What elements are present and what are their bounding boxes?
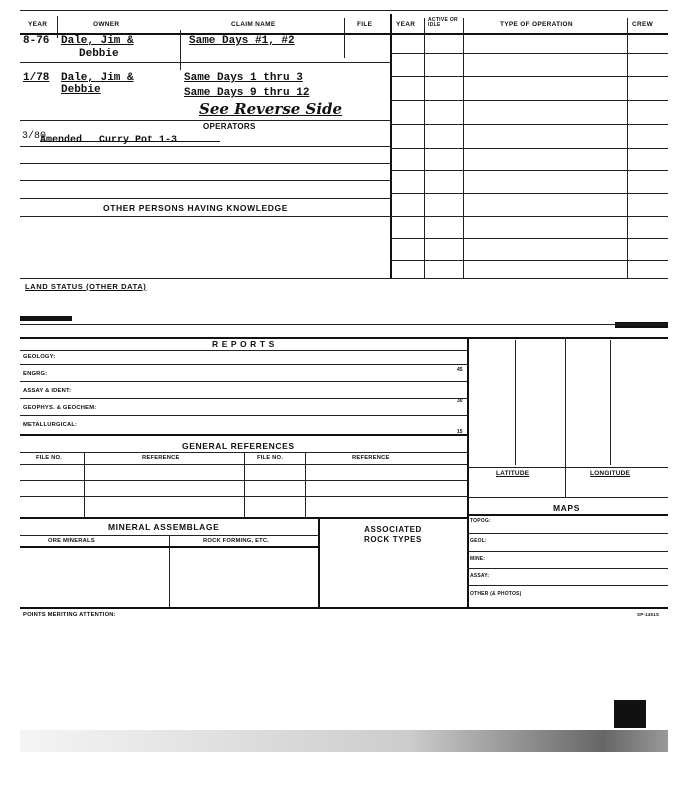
scale-mark-30: 30 [457, 398, 463, 404]
operators-label: OPERATORS [203, 122, 256, 131]
entry-1-year: 8-76 [23, 35, 50, 47]
reports-metallurgical: METALLURGICAL: [23, 422, 78, 428]
header-claim-name: CLAIM NAME [231, 21, 276, 28]
header-crew: CREW [632, 21, 654, 28]
header-file: FILE [357, 21, 373, 28]
header-owner: OWNER [93, 21, 120, 28]
entry-2-claim-line2: Same Days 9 thru 12 [184, 87, 310, 99]
general-references-title: GENERAL REFERENCES [182, 441, 295, 451]
ore-minerals-label: ORE MINERALS [48, 538, 95, 544]
rock-forming-label: ROCK FORMING, ETC. [203, 538, 270, 544]
entry-2-owner-line2: Debbie [61, 84, 101, 96]
amended-date: 3/80 [22, 131, 47, 142]
points-meriting-label: POINTS MERITING ATTENTION: [23, 612, 116, 618]
scan-artifact [20, 730, 668, 752]
reports-assay-ident: ASSAY & IDENT: [23, 388, 72, 394]
header-year-2: YEAR [396, 21, 416, 28]
mineral-assemblage-title: MINERAL ASSEMBLAGE [108, 522, 220, 532]
maps-mine: MINE: [470, 556, 486, 562]
maps-assay: ASSAY: [470, 573, 490, 579]
maps-topog: TOPOG: [470, 518, 491, 524]
land-status-label: LAND STATUS (OTHER DATA) [25, 282, 147, 291]
other-persons-label: OTHER PERSONS HAVING KNOWLEDGE [103, 203, 289, 213]
associated-rock-types-label: ASSOCIATED ROCK TYPES [363, 525, 422, 544]
reports-title: R E P O R T S [212, 339, 275, 349]
gr-file-no-1: FILE NO. [36, 455, 63, 461]
reports-geology: GEOLOGY: [23, 354, 56, 360]
entry-1-owner-line2: Debbie [79, 48, 119, 60]
header-active-idle: ACTIVE OR IDLE [428, 17, 458, 28]
entry-1-owner-line1: Dale, Jim & [61, 35, 134, 47]
signature-note: See Reverse Side [199, 100, 343, 118]
form-number: SP-1451S [637, 612, 660, 617]
scale-mark-45: 45 [457, 367, 463, 373]
reports-engrg: ENGRG: [23, 371, 48, 377]
amended-strike-text: Curry Pot 1-3 [99, 135, 178, 146]
reports-geophys-geochem: GEOPHYS. & GEOCHEM: [23, 405, 97, 411]
maps-other-photos: OTHER (& PHOTOS) [470, 591, 522, 597]
gr-file-no-2: FILE NO. [257, 455, 284, 461]
amended-text: Amended [40, 135, 83, 146]
header-year: YEAR [28, 21, 48, 28]
maps-geol: GEOL: [470, 538, 487, 544]
gr-reference-2: REFERENCE [352, 455, 390, 461]
entry-2-year: 1/78 [23, 72, 50, 84]
entry-2-owner-line1: Dale, Jim & [61, 72, 134, 84]
header-type-of-operation: TYPE OF OPERATION [500, 21, 573, 28]
entry-1-claim-line1: Same Days #1, #2 [189, 35, 295, 47]
scale-mark-15: 15 [457, 429, 463, 435]
latitude-label: LATITUDE [496, 470, 530, 477]
maps-title: MAPS [553, 503, 580, 513]
longitude-label: LONGITUDE [590, 470, 631, 477]
entry-2-claim-line1: Same Days 1 thru 3 [184, 72, 303, 84]
gr-reference-1: REFERENCE [142, 455, 180, 461]
